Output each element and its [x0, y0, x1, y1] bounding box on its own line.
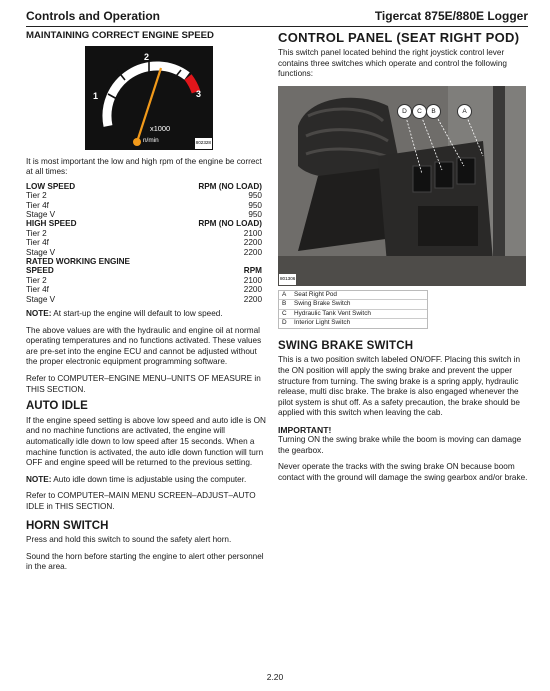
list-item: B Swing Brake Switch [279, 299, 427, 309]
note-text: At start-up the engine will default to low speed. [51, 309, 223, 319]
table-row: Tier 4f 950 [26, 200, 262, 210]
auto-idle-note [26, 475, 266, 486]
table-row: LOW SPEED RPM (NO LOAD) [26, 181, 262, 191]
auto-idle-reference: Refer to COMPUTER–MAIN MENU SCREEN–ADJUST–AUTO IDLE in THIS SECTION. [26, 491, 256, 511]
callout-d: D [397, 104, 412, 119]
rpm-intro: It is most important the low and high rpm of the engine be correct at all times: [26, 156, 262, 177]
list-item: A Seat Right Pod [282, 290, 337, 298]
left-column [26, 30, 266, 579]
header-rule [26, 26, 528, 27]
never-operate-paragraph: Never operate the tracks with the swing brake ON because boom contact with the ground will damage the swing gearbox and/or brake. [278, 462, 528, 482]
swing-brake-paragraph: This is a two position switch labeled ON/OFF. Placing this switch in the ON position will apply the swing brake and prevent the upper structure from turning. The swing brake is a spring apply, hydraulic release, multi disc brake. The brake is also engaged whenever the pilot system is shut off. As a safety precaution, the brake should be applied with this switch when leaving the cab. [278, 355, 521, 418]
page-number: 2.20 [266, 672, 284, 682]
callout-a: A [457, 104, 472, 119]
gauge-unit-bottom: n/min [143, 136, 159, 144]
horn-heading: HORN SWITCH [26, 519, 109, 532]
right-column [278, 30, 528, 489]
units-reference: Refer to COMPUTER–ENGINE MENU–UNITS OF MEASURE in THIS SECTION. [26, 374, 261, 394]
table-row: Tier 4f 2200 [26, 238, 262, 248]
list-item: D Interior Light Switch [279, 318, 427, 328]
header-manual-title: Tigercat 875E/880E Logger [374, 9, 528, 23]
control-panel-heading: CONTROL PANEL (SEAT RIGHT POD) [278, 30, 520, 45]
gauge-figure-code: 802328 [195, 138, 212, 149]
values-paragraph: The above values are with the hydraulic and engine oil at normal operating temperatures and no functions activated. These values are pre-set into the engine ECU and cannot be adjusted without the proper electronic equipment programming software. [26, 325, 262, 367]
auto-idle-paragraph: If the engine speed setting is above low speed and auto idle is ON and no machine functions are activated, the engine will automatically idle down to low speed after 15 seconds. When a machine function is activated, the auto idle down function will turn OFF and engine speed will be returned to the previous setting. [26, 415, 266, 468]
rpm-table [26, 182, 266, 304]
gauge-unit-top: x1000 [150, 123, 171, 133]
control-panel-photo [278, 86, 526, 286]
note-label: NOTE: [26, 309, 52, 319]
gauge-tick-1: 1 [93, 90, 99, 101]
important-text: Turning ON the swing brake while the boom is moving can damage the gearbox. [278, 434, 522, 455]
gauge-tick-3: 3 [196, 88, 202, 99]
note-label: NOTE: [26, 474, 52, 484]
table-row: Stage V 2200 [26, 247, 262, 257]
tachometer-figure [85, 46, 213, 150]
photo-legend [278, 290, 428, 329]
auto-idle-heading: AUTO IDLE [26, 400, 88, 413]
horn-paragraph-1: Press and hold this switch to sound the safety alert horn. [26, 535, 232, 545]
table-row: Stage V 950 [26, 210, 262, 219]
startup-note [26, 309, 266, 320]
engine-speed-heading: MAINTAINING CORRECT ENGINE SPEED [26, 30, 214, 41]
callout-c: C [412, 104, 427, 119]
list-item: C Hydraulic Tank Vent Switch [279, 309, 427, 319]
table-row: Tier 2 2100 [26, 228, 262, 238]
table-row: Tier 2 950 [26, 191, 262, 201]
table-row: RATED WORKING ENGINE SPEED RPM [26, 257, 262, 276]
table-row: HIGH SPEED RPM (NO LOAD) [26, 219, 262, 229]
table-row: Tier 4f 2200 [26, 285, 262, 295]
header-section-title: Controls and Operation [26, 9, 161, 23]
swing-brake-heading: SWING BRAKE SWITCH [278, 339, 414, 352]
control-panel-intro: This switch panel located behind the right joystick control lever contains three switches which operate and control the following functions: [278, 48, 507, 79]
gauge-tick-2: 2 [144, 51, 150, 62]
table-row: Stage V 2200 [26, 294, 262, 304]
callout-b: B [426, 104, 441, 119]
important-label: IMPORTANT! [278, 424, 332, 435]
note-text: Auto idle down time is adjustable using the computer. [51, 474, 247, 484]
table-row: Tier 2 2100 [26, 275, 262, 285]
photo-figure-code: 801306 [279, 274, 296, 285]
horn-paragraph-2: Sound the horn before starting the engine to alert other personnel in the area. [26, 551, 264, 572]
